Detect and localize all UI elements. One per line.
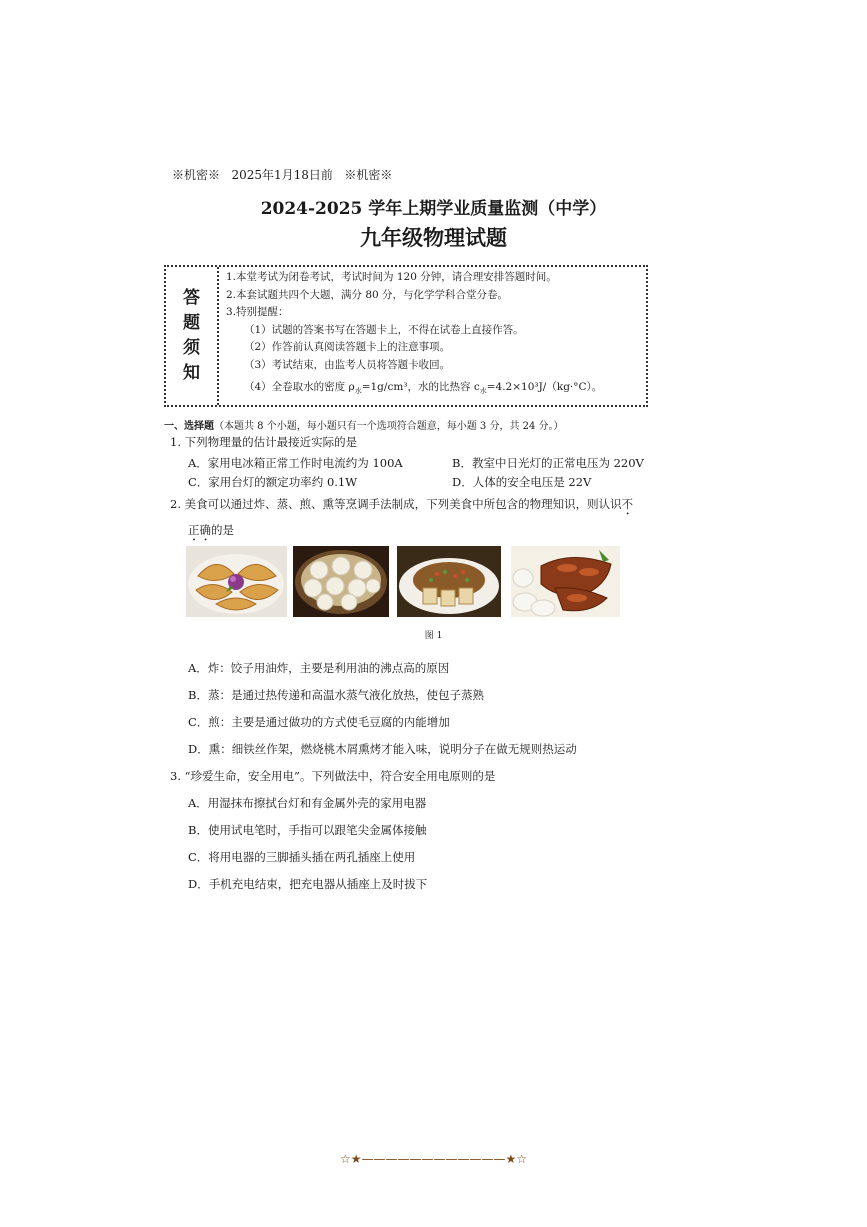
fried-tofu-photo xyxy=(397,546,501,617)
notice-line-3: 3.特别提醒： xyxy=(226,306,289,318)
question-1-option-a: A．家用电冰箱正常工作时电流约为 100A xyxy=(188,456,403,470)
notice-item-4 xyxy=(226,379,642,397)
question-2-option-a: A．炸：饺子用油炸，主要是利用油的沸点高的原因 xyxy=(188,661,450,675)
question-2-stem-rest: 的是 xyxy=(211,523,234,537)
question-2-option-c: C．煎：主要是通过做功的方式使毛豆腐的内能增加 xyxy=(188,715,450,729)
question-2-option-d: D．熏：细铁丝作架，燃烧桃木屑熏烤才能入味，说明分子在做无规则热运动 xyxy=(188,742,577,756)
question-1-option-b: B．教室中日光灯的正常电压为 220V xyxy=(452,456,644,470)
notice-item-4-c: =4.2×10³J/（kg·°C）。 xyxy=(486,381,603,393)
notice-lines xyxy=(226,269,642,397)
notice-label-char: 须 xyxy=(183,338,200,358)
question-1-option-c: C．家用台灯的额定功率约 0.1W xyxy=(188,475,358,489)
section-desc: （本题共 8 个小题，每小题只有一个选项符合题意，每小题 3 分，共 24 分。） xyxy=(214,421,564,432)
notice-label-char: 答 xyxy=(183,288,200,308)
notice-label xyxy=(166,267,219,405)
question-2-stem-emphasis: 正确 xyxy=(188,523,211,537)
question-1-stem: 1. 下列物理量的估计最接近实际的是 xyxy=(170,435,358,449)
fried-dumplings-photo xyxy=(186,546,287,617)
page-footer-ornament: ☆★————————————★☆ xyxy=(339,1152,528,1166)
smoked-duck-photo xyxy=(511,546,620,617)
notice-label-char: 知 xyxy=(183,363,200,383)
notice-line-2: 2.本套试题共四个大题，满分 80 分，与化学学科合堂分卷。 xyxy=(226,288,509,301)
notice-item-4-sub2: 水 xyxy=(479,387,487,396)
question-3-stem: 3. “珍爱生命，安全用电”。下列做法中，符合安全用电原则的是 xyxy=(170,769,496,783)
question-3-option-c: C．将用电器的三脚插头插在两孔插座上使用 xyxy=(188,850,416,864)
section-heading xyxy=(164,417,564,432)
notice-item-4-b: =1g/cm³，水的比热容 c xyxy=(361,381,480,393)
confidential-line: ※机密※ 2025年1月18日前 ※机密※ xyxy=(172,168,393,182)
question-2-stem-line2 xyxy=(188,522,234,544)
question-2-option-b: B．蒸：是通过热传递和高温水蒸气液化放热，使包子蒸熟 xyxy=(188,688,484,702)
steamed-buns-photo xyxy=(293,546,389,617)
notice-item-4-sub1: 水 xyxy=(354,387,362,396)
question-3-option-a: A．用湿抹布擦拭台灯和有金属外壳的家用电器 xyxy=(188,796,427,810)
notice-box xyxy=(164,265,648,407)
question-3-option-d: D．手机充电结束，把充电器从插座上及时拔下 xyxy=(188,877,428,891)
notice-item-4-a: （4）全卷取水的密度 ρ xyxy=(244,381,355,393)
notice-line-1: 1.本堂考试为闭卷考试，考试时间为 120 分钟，请合理安排答题时间。 xyxy=(226,271,557,283)
question-2-stem-text: 2. 美食可以通过炸、蒸、煎、熏等烹调手法制成，下列美食中所包含的物理知识，则认识 xyxy=(170,497,622,511)
notice-item-3: （3）考试结束，由监考人员将答题卡收回。 xyxy=(244,358,451,371)
exam-title: 2024-2025 学年上期学业质量监测（中学） xyxy=(260,199,607,219)
question-2-stem-negation: 不 xyxy=(621,497,634,511)
section-title: 一、选择题 xyxy=(164,421,214,432)
figure-1-label: 图 1 xyxy=(424,631,443,641)
question-1-option-d: D．人体的安全电压是 22V xyxy=(452,475,592,489)
exam-subtitle: 九年级物理试题 xyxy=(360,225,507,250)
notice-item-2: （2）作答前认真阅读答题卡上的注意事项。 xyxy=(244,341,451,353)
question-2-stem xyxy=(170,496,633,518)
question-3-option-b: B．使用试电笔时，手指可以跟笔尖金属体接触 xyxy=(188,823,427,837)
notice-label-char: 题 xyxy=(183,313,200,333)
notice-item-1: （1）试题的答案书写在答题卡上，不得在试卷上直接作答。 xyxy=(244,323,524,336)
